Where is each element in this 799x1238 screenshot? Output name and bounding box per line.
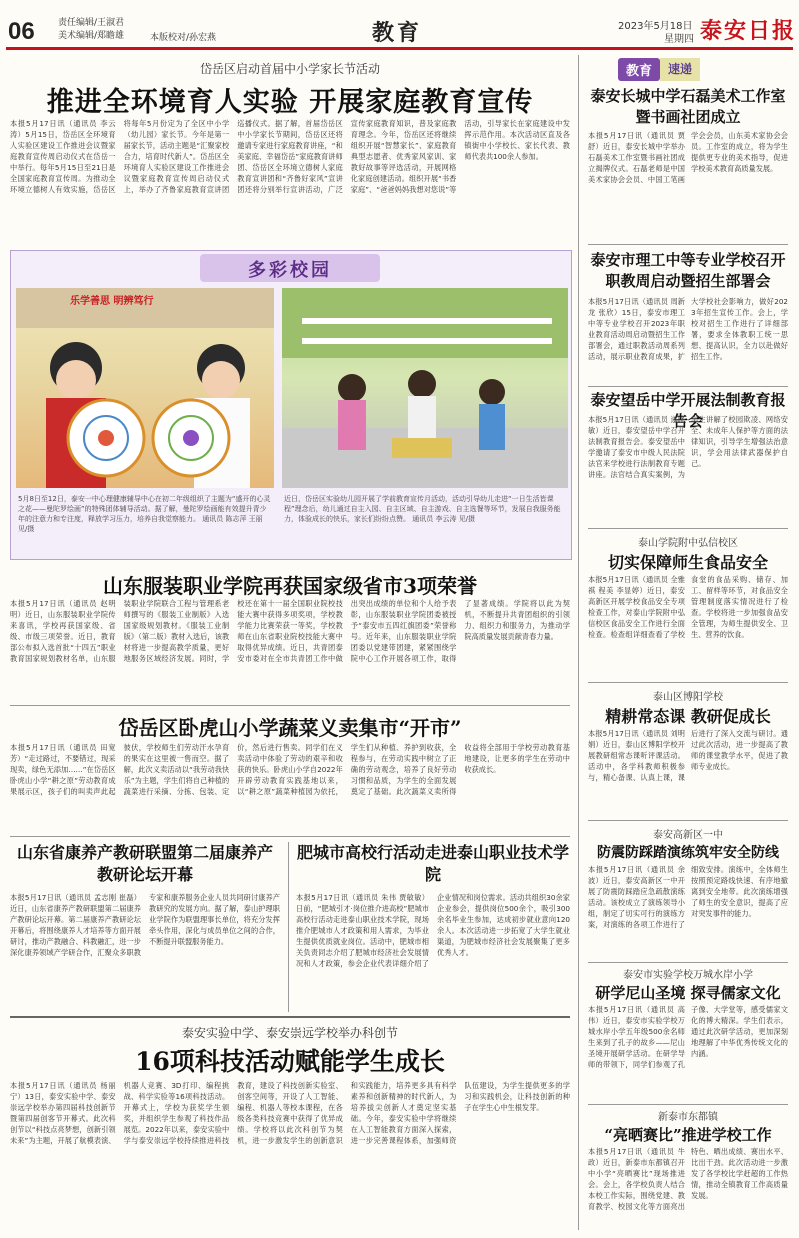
lead-kicker: 岱岳区启动首届中小学家长节活动 xyxy=(199,62,380,76)
side-a6-body: 本报5月17日讯（通讯员 余波）近日，泰安高新区一中开展了防震防踩踏应急疏散演练活动。该校成立了演练领导小组，制定了切实可行的演练方案，对演练的各项工作进行了细致安排。演练中，全体师生按照预定路线快速、有序地撤离到安全地带。此次演练增强了师生的安全意识，提高了应对突发事件的能力。 xyxy=(588,865,788,929)
photo-wall-sign: 乐学善思 明辨笃行 xyxy=(70,296,154,307)
editor-credits xyxy=(58,17,124,43)
caption-photo1: 5月8日至12日，泰安一中心理健康辅导中心在初二年级组织了主题为“盛开的心灵之花——曼陀罗绘画”的特殊团体辅导活动。据了解，曼陀罗绘画能有效提升青少年的注意力和专注度，释放学习压力，培养自我觉察能力。 通讯员 陈志萍 王丽 见/摄 xyxy=(18,495,271,533)
side-a1-body: 本报5月17日讯（通讯员 贾舒）近日，泰安长城中学举办石磊美术工作室暨书画社团成立揭牌仪式。石磊老师是中国美术家协会会员、中国工笔画学会会员，山东美术家协会会员。工作室的成立，将为学生提供更专业的美术指导，促进学校美术教育高质量发展。 xyxy=(588,131,788,184)
side-a6-headline: 防震防踩踏演练筑牢安全防线 xyxy=(597,845,779,861)
date-text: 2023年5月18日 xyxy=(618,21,693,32)
editor-line: 责任编辑/王淑君 xyxy=(58,18,125,28)
side-a5-headline: 精耕常态课 教研促成长 xyxy=(605,707,771,726)
side-a4-body: 本报5月17日讯（通讯员 全雅祺 程美 李显婷）近日，泰安高新区开展学校食品安全专项检查工作，对泰山学院附中弘信校区食品安全工作进行全面检查。检查组详细查看了学校食堂的食品采购、储存、加工、留样等环节，对食品安全管理制度落实情况进行了检查。学校将进一步加强食品安全管理，为师生提供安全、卫生、营养的饮食。 xyxy=(588,575,788,639)
divider xyxy=(588,244,788,245)
tech-kicker: 泰安实验中学、泰安崇远学校举办科创节 xyxy=(181,1026,398,1040)
side-a7-body: 本报5月17日讯（通讯员 高伟）近日，泰安市实验学校万城水岸小学五年级500余名师生来到了孔子的故乡——尼山圣境开展研学活动。在研学导师的带领下，同学们参观了孔子像、大学堂等，感受儒家文化的博大精深。学生们表示，通过此次研学活动，更加深刻地理解了中华优秀传统文化的内涵。 xyxy=(588,1005,788,1069)
tech-headline: 16项科技活动赋能学生成长 xyxy=(135,1047,445,1076)
lead-headline: 推进全环境育人实验 开展家庭教育宣传 xyxy=(46,87,534,118)
side-a8-kicker: 新泰市东都镇 xyxy=(658,1112,718,1123)
lead-body: 本报5月17日讯（通讯员 李云涛）5月15日，岱岳区全环境育人实验区建设工作推进会议暨家庭教育宣传周启动仪式在岱岳一中举行。每年5月15日至21日是全国家庭教育宣传周。为推动全环境立德树人有效实施，岱岳区将每年5月份定为了全区中小学（幼儿园）家长节。今年是第一届家长节，活动主题是“汇聚家校合力，培育时代新人”。岱岳区全环境育人实验区建设工作推进会议暨家庭教育宣传周启动仪式上，举办了齐鲁家庭教育宣讲团巡播仪式。据了解，首届岱岳区中小学家长节期间，岱岳区还将邀请专家进行家庭教育讲座，“和美家庭、幸福岱岳”家庭教育讲师团、岱岳区全环境立德树人家庭教育宣讲团和“齐鲁好家风”宣讲团还将分别举行宣讲活动，广泛宣传家庭教育知识，普及家庭教育理念。今年，岱岳区还将继续组织开展“智慧家长”、家庭教育典型志愿者、优秀家风家训、家教好故事等评选活动，开展网格化家庭创建活动。组织开展“书香家庭”、“爸爸妈妈我想对您说”等活动，引导家长在家庭建设中发挥示范作用。本次活动区直及各镇街中小学校长、家长代表、教师代表共100余人参加。 xyxy=(10,119,570,194)
issue-date xyxy=(618,20,694,46)
clothing-headline: 山东服装职业学院再获国家级省市3项荣誉 xyxy=(103,574,477,598)
vegetable-body: 本报5月17日讯（通讯员 田宽芳）“走过路过，不要错过，现采现卖，绿色无添加……”在岱岳区卧虎山小学“耕之原”劳动教育成果展示区，孩子们的叫卖声此起彼伏，学校师生们劳动汗水孕育的果实在这里被一售而空。据了解，此次义卖活动以“我劳动我快乐”为主题，学生们将自己种植的蔬菜进行采摘、分拣、包装、定价，然后进行售卖。同学们在义卖活动中体验了劳动的艰辛和收获的快乐。卧虎山小学自2022年开辟劳动教育实践基地以来，以“耕之原”蔬菜种植园为依托，学生们从种植、养护到收获，全程参与，在劳动实践中树立了正确的劳动观念，培养了良好劳动习惯和品质，为学生的全面发展奠定了基础。此次蔬菜义卖所得收益将全部用于学校劳动教育基地建设，让更多的学生在劳动中收获成长。 xyxy=(10,743,570,796)
side-tag xyxy=(618,58,700,81)
side-a8-headline: “亮晒赛比”推进学校工作 xyxy=(604,1126,772,1144)
side-a2-body: 本报5月17日讯（通讯员 周新龙 张欣）15日，泰安市理工中等专业学校召开2023年职业教育活动周启动暨招生工作部署会，通过职教活动周系列活动，展示职业教育成果，扩大学校社会影响力，做好2023年招生宣传工作。会上，学校对招生工作进行了详细部署，要求全体教职工统一思想、提高认识，全力以赴做好招生工作。 xyxy=(588,297,788,361)
clothing-body: 本报5月17日讯（通讯员 赵明明）近日，山东服装职业学院传来喜讯，学校再获国家级、省级、市级三项荣誉。近日，教育部公布拟入选首批“十四五”职业教育国家规划教材名单，山东服装职业学院联合工程与管理系老师撰写的《服装工业制版》入选国家级规划教材。《服装工业制版》（第二版）教材入选后，该教材将进一步提高教学质量，更好地服务区域经济发展。同时，学校还在第十一届全国职业院校技能大赛中获得多项奖项，学校教学能力比赛荣获一等奖，学校教师在山东省职业院校技能大赛中取得优异成绩。近日，共青团泰安市委对在全市共青团工作中做出突出成绩的单位和个人给予表彰，山东服装职业学院团委被授予“泰安市五四红旗团委”荣誉称号。近年来，山东服装职业学院团委以党建带团建，紧紧围绕学院中心工作开展各项工作，取得了显著成绩。学院将以此为契机，不断提升共青团组织的引领力、组织力和服务力，为推动学院高质量发展贡献青春力量。 xyxy=(10,599,570,663)
side-a1-headline: 泰安长城中学石磊美术工作室暨书画社团成立 xyxy=(590,87,786,126)
side-tag-edu: 教育 xyxy=(618,58,660,81)
newspaper-logo: 泰安日报 xyxy=(700,18,797,44)
side-a3-headline: 泰安望岳中学开展法制教育报告会 xyxy=(590,391,786,430)
proofreader-line: 本版校对/孙宏燕 xyxy=(150,33,217,43)
photo-kindergarten xyxy=(282,288,568,488)
weekday-text: 星期四 xyxy=(664,34,694,45)
side-a4-kicker: 泰山学院附中弘信校区 xyxy=(638,538,738,549)
vegetable-headline: 岱岳区卧虎山小学蔬菜义卖集市“开市” xyxy=(118,716,462,740)
feicheng-body: 本报5月17日讯（通讯员 朱伟 贾敏敏）日前，“肥城引才·岗位推介进高校”肥城市高校行活动走进泰山职业技术学院，现场推介肥城市人才政策和用人需求，为毕业生提供优质就业岗位。活动中，肥城市相关负责同志介绍了肥城市经济社会发展情况和人才政策，参会企业代表详细介绍了企业情况和岗位需求。活动共组织30余家企业参会，提供岗位500余个，吸引300余名毕业生参加，达成初步就业意向120余人。本次活动进一步拓宽了大学生就业渠道，为肥城市经济社会发展聚集了更多优秀人才。 xyxy=(296,893,570,968)
column-divider xyxy=(578,55,579,1230)
feicheng-headline: 肥城市高校行活动走进泰山职业技术学院 xyxy=(296,843,569,884)
side-a7-headline: 研学尼山圣境 探寻儒家文化 xyxy=(595,984,781,1002)
divider xyxy=(588,820,788,821)
side-tag-news: 速递 xyxy=(660,58,700,81)
divider xyxy=(10,705,570,706)
photo-drawing-class xyxy=(16,288,274,488)
editor-line: 美术编辑/郑瞻雄 xyxy=(58,31,125,41)
caption-photo2: 近日，岱岳区实验幼儿园开展了学前教育宣传月活动，活动引导幼儿走进“一日生活皆课程”理念后，幼儿通过自主入园、自主区域、自主游戏、自主选餐等环节，发展自我服务能力，体验成长的快乐，家长们纷纷点赞。 通讯员 李云涛 见/摄 xyxy=(284,495,561,523)
divider xyxy=(10,1016,570,1018)
divider xyxy=(10,836,570,837)
side-a6-kicker: 泰安高新区一中 xyxy=(653,830,723,841)
divider xyxy=(588,386,788,387)
side-a5-body: 本报5月17日讯（通讯员 刘明娟）近日，泰山区博阳学校开展教研组常态课听评课活动。活动中，各学科教师积极参与，精心备课、认真上课，课后进行了深入交流与研讨。通过此次活动，进一步提高了教师的课堂教学水平，促进了教师专业成长。 xyxy=(588,729,788,782)
feature-banner-title: 多彩校园 xyxy=(248,260,332,281)
side-a5-kicker: 泰山区博阳学校 xyxy=(653,692,723,703)
tech-body: 本报5月17日讯（通讯员 杨丽宁）13日，泰安实验中学、泰安崇远学校举办第四届科技创新节暨第四届创客节开幕式。此次科创节以“科技点亮梦想，创新引领未来”为主题，开展了航模表演、机器人竞赛、3D打印、编程挑战、科学实验等16项科技活动。开幕式上，学校为获奖学生颁奖，并组织学生参观了科技作品展览。2022年以来，泰安实验中学与泰安崇远学校持续推进科技教育，建设了科技创新实验室、创客空间等，开设了人工智能、编程、机器人等校本课程，在各级各类科技竞赛中获得了优异成绩。学校将以此次科创节为契机，进一步激发学生的创新意识和实践能力，培养更多具有科学素养和创新精神的时代新人，为培养拔尖创新人才奠定坚实基础。今年，泰安实验中学将继续在人工智能教育方面深入探索，进一步完善课程体系，加强师资队伍建设，为学生提供更多的学习和实践机会，让科技创新的种子在学生心中生根发芽。 xyxy=(10,1081,570,1145)
header-rule xyxy=(6,47,793,50)
photo-illustration xyxy=(282,288,568,488)
divider xyxy=(588,1104,788,1105)
side-a4-headline: 切实保障师生食品安全 xyxy=(607,553,768,572)
divider xyxy=(588,682,788,683)
kangyang-body: 本报5月17日讯（通讯员 孟志刚 崔磊）近日，山东省康养产教研联盟第二届康养产教研论坛开幕。第二届康养产教研论坛开幕后，将围绕康养人才培养等方面开展研讨，推动产教融合、科教融汇，进一步深化康养领域产学研合作，汇聚众多职教专家和康养服务企业人员共同研讨康养产教研究的发展方向。据了解，泰山护理职业学院作为联盟理事长单位，将充分发挥牵头作用，深化与成员单位之间的合作，不断提升联盟服务能力。 xyxy=(10,893,280,957)
section-title: 教育 xyxy=(372,20,423,46)
side-a3-body: 本报5月17日讯（通讯员 遂晓敏）近日，泰安望岳中学召开法制教育报告会。泰安望岳中学邀请了泰安市中级人民法院法官来学校进行法制教育专题讲座。法官结合真实案例，为学生讲解了校园欺凌、网络安全、未成年人保护等方面的法律知识，引导学生增强法治意识，学会用法律武器保护自己。 xyxy=(588,415,788,479)
side-a7-kicker: 泰安市实验学校万城水岸小学 xyxy=(623,970,753,981)
side-a8-body: 本报5月17日讯（通讯员 牛政）近日，新泰市东都镇召开中小学“亮晒赛比”现场推进会。会上，各学校负责人结合本校工作实际，围绕党建、教育教学、校园文化等方面亮出特色、晒出成绩、赛出水平、比出干劲。此次活动进一步激发了各学校比学赶超的工作热情，推动全镇教育工作高质量发展。 xyxy=(588,1147,788,1211)
divider xyxy=(588,962,788,963)
photo-illustration xyxy=(16,288,274,488)
page-number: 06 xyxy=(8,18,35,45)
divider xyxy=(288,842,289,1012)
kangyang-headline: 山东省康养产教研联盟第二届康养产教研论坛开幕 xyxy=(16,843,273,884)
side-a2-headline: 泰安市理工中等专业学校召开职教周启动暨招生部署会 xyxy=(590,251,786,290)
divider xyxy=(588,528,788,529)
